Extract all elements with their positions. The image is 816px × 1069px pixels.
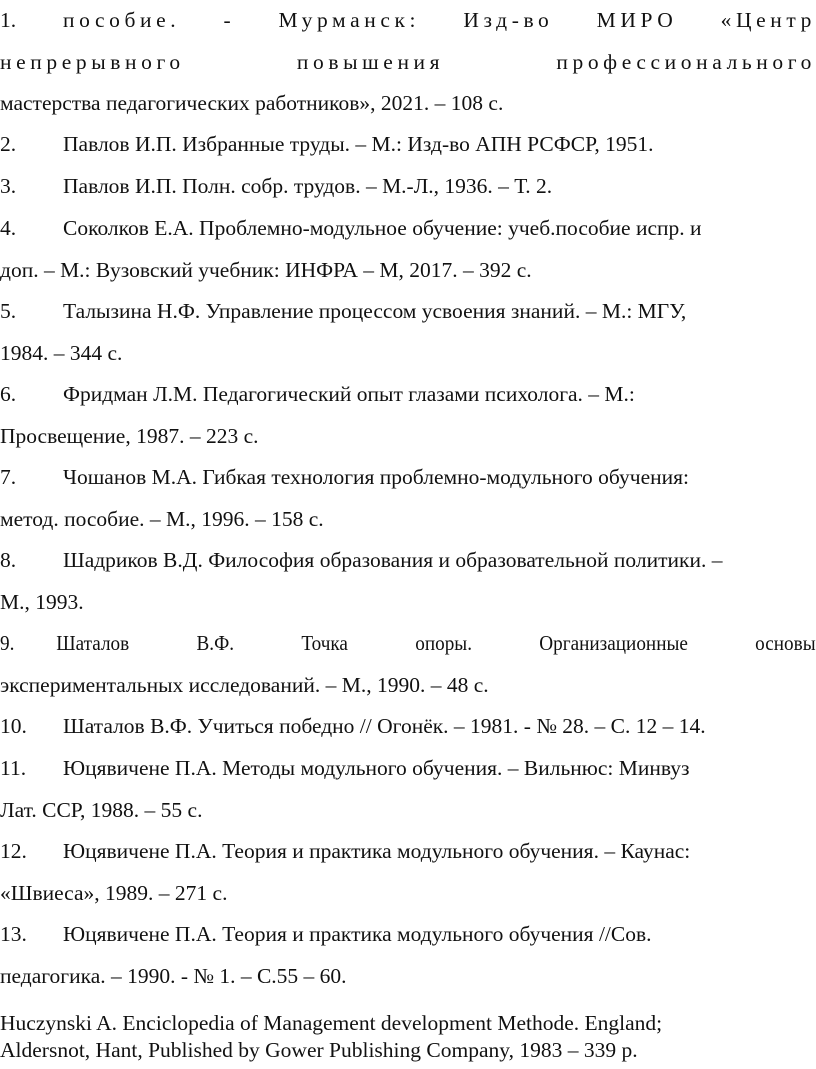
entry-number: 13. bbox=[0, 922, 27, 946]
entry-line bbox=[0, 706, 816, 748]
entry-line: доп. – М.: Вузовский учебник: ИНФРА – М, 2017. – 392 с. bbox=[0, 257, 532, 282]
entry-line: 1984. – 344 с. bbox=[0, 340, 123, 365]
bibliography-entry-12 bbox=[0, 831, 816, 914]
bibliography-entry-4 bbox=[0, 208, 816, 291]
entry-line bbox=[0, 124, 816, 166]
entry-number: 2. bbox=[0, 132, 17, 156]
entry-text: пособие. - Мурманск: Изд-во МИРО «Центр bbox=[63, 8, 816, 32]
bibliography-entry-1 bbox=[0, 0, 816, 125]
entry-line: Просвещение, 1987. – 223 с. bbox=[0, 423, 259, 448]
entry-line bbox=[0, 748, 816, 790]
entry-line: Aldersnot, Hant, Published by Gower Publishing Company, 1983 – 339 p. bbox=[0, 1038, 638, 1062]
entry-line: Лат. ССР, 1988. – 55 с. bbox=[0, 797, 203, 822]
entry-line: педагогика. – 1990. - № 1. – С.55 – 60. bbox=[0, 963, 347, 988]
bibliography-entry-13 bbox=[0, 914, 816, 997]
entry-text: Шаталов В.Ф. Учиться победно // Огонёк. – 1981. - № 28. – С. 12 – 14. bbox=[63, 714, 706, 738]
entry-number: 9. bbox=[0, 631, 15, 655]
entry-number: 8. bbox=[0, 548, 17, 572]
bibliography-entry-9 bbox=[0, 623, 816, 706]
entry-line: метод. пособие. – М., 1996. – 158 с. bbox=[0, 506, 324, 531]
bibliography-entry-8 bbox=[0, 540, 816, 623]
entry-text: Юцявичене П.А. Теория и практика модульного обучения. – Каунас: bbox=[63, 839, 691, 863]
bibliography-entry-unnumbered bbox=[0, 1010, 816, 1064]
entry-line: непрерывного повышения профессионального bbox=[0, 49, 816, 74]
entry-line: «Швиеса», 1989. – 271 с. bbox=[0, 880, 228, 905]
entry-line bbox=[0, 831, 816, 873]
entry-line bbox=[0, 457, 816, 499]
entry-line bbox=[0, 914, 816, 956]
entry-number: 4. bbox=[0, 216, 17, 240]
entry-line bbox=[0, 291, 816, 333]
entry-text: Юцявичене П.А. Теория и практика модульного обучения //Сов. bbox=[63, 922, 652, 946]
entry-text: Шадриков В.Д. Философия образования и образовательной политики. – bbox=[63, 548, 723, 572]
entry-line: Huczynski A. Enciclopedia of Management development Methode. England; bbox=[0, 1011, 663, 1035]
entry-text: Фридман Л.М. Педагогический опыт глазами психолога. – М.: bbox=[63, 382, 635, 406]
entry-number: 1. bbox=[0, 8, 17, 32]
entry-line bbox=[0, 540, 816, 582]
entry-number: 12. bbox=[0, 839, 27, 863]
bibliography-entry-11 bbox=[0, 748, 816, 831]
entry-number: 10. bbox=[0, 714, 27, 738]
entry-line: мастерства педагогических работников», 2021. – 108 с. bbox=[0, 91, 504, 116]
entry-number: 3. bbox=[0, 174, 17, 198]
entry-number: 5. bbox=[0, 299, 17, 323]
bibliography-entry-10 bbox=[0, 706, 816, 748]
entry-text: Талызина Н.Ф. Управление процессом усвоения знаний. – М.: МГУ, bbox=[63, 299, 687, 323]
entry-line bbox=[0, 0, 816, 42]
entry-line bbox=[0, 166, 816, 208]
entry-number: 11. bbox=[0, 756, 27, 780]
entry-text: Павлов И.П. Полн. собр. трудов. – М.-Л., 1936. – Т. 2. bbox=[63, 174, 553, 198]
entry-line bbox=[0, 374, 816, 416]
entry-number: 6. bbox=[0, 382, 17, 406]
entry-text: Чошанов М.А. Гибкая технология проблемно-модульного обучения: bbox=[63, 465, 690, 489]
entry-line bbox=[0, 623, 816, 665]
entry-text: Юцявичене П.А. Методы модульного обучения. – Вильнюс: Минвуз bbox=[63, 756, 690, 780]
entry-text: Павлов И.П. Избранные труды. – М.: Изд-во АПН РСФСР, 1951. bbox=[63, 132, 654, 156]
entry-line: М., 1993. bbox=[0, 589, 84, 614]
bibliography-entry-5 bbox=[0, 291, 816, 374]
entry-line: экспериментальных исследований. – М., 1990. – 48 с. bbox=[0, 672, 489, 697]
bibliography-entry-7 bbox=[0, 457, 816, 540]
entry-number: 7. bbox=[0, 465, 17, 489]
entry-line bbox=[0, 208, 816, 250]
bibliography-entry-2 bbox=[0, 124, 816, 166]
bibliography-entry-6 bbox=[0, 374, 816, 457]
entry-text: Шаталов В.Ф. Точка опоры. Организационные основы bbox=[56, 631, 816, 655]
entry-text: Соколков Е.А. Проблемно-модульное обучение: учеб.пособие испр. и bbox=[63, 216, 702, 240]
bibliography-entry-3 bbox=[0, 166, 816, 208]
